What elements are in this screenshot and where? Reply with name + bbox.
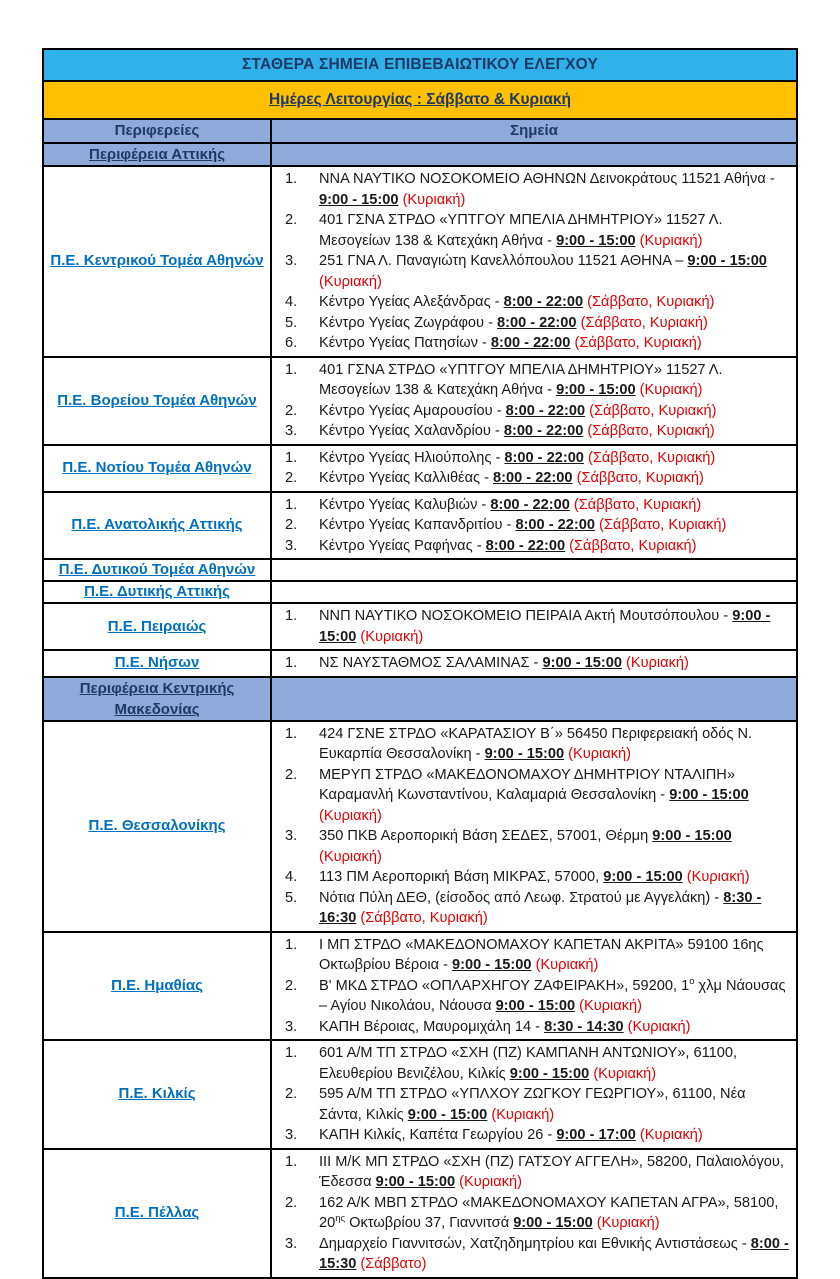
- region-row: [43, 559, 797, 581]
- region-row: [43, 1040, 797, 1149]
- points-list: [272, 653, 796, 674]
- points-cell: [271, 932, 797, 1041]
- point-days: (Σάββατο, Κυριακή): [569, 496, 702, 513]
- point-text: Κέντρο Υγείας Καλλιθέας -: [319, 470, 494, 486]
- point-text: Ι ΜΠ ΣΤΡΔΟ «ΜΑΚΕΔΟΝΟΜΑΧΟΥ ΚΑΠΕΤΑΝ ΑΚΡΙΤΑ» 59100 16ης Οκτωβρίου Βέροια -: [319, 936, 764, 973]
- point-text: 401 ΓΣΝΑ ΣΤΡΔΟ «ΥΠΤΓΟΥ ΜΠΕΛΙΑ ΔΗΜΗΤΡΙΟΥ» 11527 Λ. Μεσογείων 138 & Κατεχάκη Αθήνα -: [319, 212, 723, 249]
- operating-days-label: Ημέρες Λειτουργίας : Σάββατο & Κυριακή: [268, 91, 572, 108]
- point-superscript: ης: [335, 1213, 346, 1225]
- point-text: 424 ΓΣΝΕ ΣΤΡΔΟ «ΚΑΡΑΤΑΣΙΟΥ Β΄» 56450 Περιφερειακή οδός Ν. Ευκαρπία Θεσσαλονίκη -: [319, 725, 753, 762]
- region-link[interactable]: Π.Ε. Δυτικής Αττικής: [84, 583, 230, 600]
- point-text: Δημαρχείο Γιαννιτσών, Χατζηδημητρίου και Εθνικής Αντιστάσεως -: [319, 1235, 751, 1252]
- points-list: [272, 169, 796, 354]
- point-days: (Κυριακή): [564, 746, 631, 762]
- points-list: [272, 935, 796, 1038]
- point-item: [272, 536, 796, 557]
- section-header-cell: [43, 677, 271, 721]
- point-days: (Σάββατο, Κυριακή): [583, 449, 716, 466]
- point-item: [272, 292, 796, 313]
- section-row: [43, 677, 797, 721]
- point-text: Κέντρο Υγείας Πατησίων -: [319, 335, 491, 351]
- point-hours: 9:00 - 15:00: [375, 1174, 456, 1190]
- column-header-row: [43, 119, 797, 143]
- region-name-cell: [43, 559, 271, 581]
- checkpoints-table: [42, 48, 798, 1279]
- point-hours: 8:00 - 22:00: [497, 314, 577, 331]
- point-text: Κέντρο Υγείας Ηλιούπολης -: [319, 449, 505, 466]
- point-hours: 9:00 - 15:00: [556, 382, 636, 398]
- point-item: [272, 495, 796, 516]
- subtitle-row: [43, 81, 797, 119]
- points-list: [272, 1043, 796, 1146]
- points-cell: [271, 357, 797, 445]
- points-cell: [271, 143, 797, 166]
- point-days: (Σάββατο, Κυριακή): [594, 517, 727, 533]
- point-item: [272, 313, 796, 334]
- point-item: [272, 1234, 796, 1275]
- point-text: 162 Α/Κ ΜΒΠ ΣΤΡΔΟ «ΜΑΚΕΔΟΝΟΜΑΧΟΥ ΚΑΠΕΤΑΝ ΑΓΡΑ», 58100, 20: [319, 1194, 779, 1231]
- region-name-cell: [43, 445, 271, 492]
- region-row: [43, 650, 797, 677]
- region-name-cell: [43, 650, 271, 677]
- point-text: Κέντρο Υγείας Ζωγράφου -: [319, 314, 497, 331]
- region-name-cell: [43, 603, 271, 650]
- region-row: [43, 603, 797, 650]
- point-hours: 8:00 - 22:00: [490, 496, 570, 513]
- region-link[interactable]: Π.Ε. Ανατολικής Αττικής: [71, 516, 243, 534]
- region-link[interactable]: Π.Ε. Θεσσαλονίκης: [88, 817, 226, 834]
- point-text: Β' ΜΚΔ ΣΤΡΔΟ «ΟΠΛΑΡΧΗΓΟΥ ΖΑΦΕΙΡΑΚΗ», 59200, 1: [319, 977, 690, 994]
- point-text: Κέντρο Υγείας Καλυβιών -: [319, 496, 491, 513]
- point-text: ΝΝΑ ΝΑΥΤΙΚΟ ΝΟΣΟΚΟΜΕΙΟ ΑΘΗΝΩΝ Δεινοκράτους 11521 Αθήνα -: [319, 171, 775, 187]
- point-item: [272, 468, 796, 489]
- points-cell: [271, 559, 797, 581]
- point-days: (Κυριακή): [319, 807, 382, 824]
- points-list: [272, 360, 796, 442]
- points-cell: [271, 492, 797, 560]
- region-row: [43, 581, 797, 603]
- point-hours: 9:00 - 15:00: [652, 828, 732, 844]
- point-hours: 9:00 - 15:00: [319, 608, 771, 645]
- regions-column-label: Περιφερείες: [114, 122, 200, 139]
- point-item: [272, 935, 796, 976]
- points-column-label: Σημεία: [510, 122, 558, 139]
- point-item: [272, 606, 796, 647]
- point-text: ΝΝΠ ΝΑΥΤΙΚΟ ΝΟΣΟΚΟΜΕΙΟ ΠΕΙΡΑΙΑ Ακτή Μουτσόπουλου -: [319, 608, 733, 624]
- points-cell: [271, 166, 797, 357]
- point-hours: 8:00 - 22:00: [490, 335, 571, 351]
- region-name-cell: [43, 1040, 271, 1149]
- point-hours: 9:00 - 15:00: [542, 655, 622, 671]
- point-text: Κέντρο Υγείας Αλεξάνδρας -: [319, 294, 504, 310]
- region-link[interactable]: Π.Ε. Πειραιώς: [107, 617, 207, 635]
- region-row: [43, 1149, 797, 1278]
- region-row: [43, 166, 797, 357]
- point-item: [272, 401, 796, 422]
- point-text: Κέντρο Υγείας Ραφήνας -: [319, 537, 486, 554]
- point-item: [272, 826, 796, 867]
- point-item: [272, 210, 796, 251]
- point-hours: 8:00 - 22:00: [485, 537, 566, 554]
- point-item: [272, 1193, 796, 1234]
- point-hours: 9:00 - 15:00: [513, 1215, 593, 1231]
- point-hours: 9:00 - 17:00: [556, 1127, 636, 1143]
- point-superscript: ο: [689, 975, 695, 987]
- table-title-cell: [43, 49, 797, 81]
- title-row: [43, 49, 797, 81]
- point-days: (Σάββατο, Κυριακή): [583, 294, 715, 310]
- point-text: 401 ΓΣΝΑ ΣΤΡΔΟ «ΥΠΤΓΟΥ ΜΠΕΛΙΑ ΔΗΜΗΤΡΙΟΥ» 11527 Λ. Μεσογείων 138 & Κατεχάκη Αθήνα -: [319, 361, 723, 398]
- point-text: 350 ΠΚΒ Αεροπορική Βάση ΣΕΔΕΣ, 57001, Θέρμη: [319, 828, 653, 844]
- point-item: [272, 888, 796, 929]
- point-hours: 9:00 - 15:00: [669, 787, 749, 803]
- point-hours: 9:00 - 15:00: [407, 1106, 488, 1123]
- region-name-cell: [43, 357, 271, 445]
- points-list: [272, 606, 796, 647]
- point-days: (Κυριακή): [592, 1215, 660, 1231]
- point-item: [272, 333, 796, 354]
- point-text: ΚΑΠΗ Βέροιας, Μαυρομιχάλη 14 -: [319, 1018, 545, 1035]
- point-days: (Κυριακή): [635, 382, 703, 398]
- point-days: (Κυριακή): [682, 869, 750, 885]
- point-days: (Σάββατο, Κυριακή): [356, 910, 488, 926]
- point-days: (Κυριακή): [589, 1065, 657, 1082]
- point-days: (Κυριακή): [621, 655, 689, 671]
- points-list: [272, 724, 796, 929]
- region-row: [43, 357, 797, 445]
- points-list: [272, 448, 796, 489]
- point-hours: 8:00 - 22:00: [493, 470, 573, 486]
- points-cell: [271, 721, 797, 932]
- region-link[interactable]: Π.Ε. Κιλκίς: [118, 1085, 196, 1103]
- point-days: (Σάββατο, Κυριακή): [572, 470, 704, 486]
- point-hours: 8:00 - 15:30: [319, 1235, 789, 1272]
- point-days: (Κυριακή): [635, 1127, 703, 1143]
- section-label: Περιφέρεια Αττικής: [88, 146, 225, 163]
- point-item: [272, 724, 796, 765]
- point-item: [272, 1084, 796, 1125]
- region-link[interactable]: Π.Ε. Πέλλας: [114, 1204, 200, 1221]
- point-hours: 9:00 - 15:00: [687, 253, 767, 269]
- point-text: ΙΙΙ Μ/Κ ΜΠ ΣΤΡΔΟ «ΣΧΗ (ΠΖ) ΓΑΤΣΟΥ ΑΓΓΕΛΗ», 58200, Παλαιολόγου, Έδεσσα: [319, 1153, 784, 1190]
- point-hours: 8:00 - 22:00: [504, 449, 584, 466]
- point-hours: 9:00 - 15:00: [556, 232, 636, 249]
- points-cell: [271, 1149, 797, 1278]
- point-hours: 9:00 - 15:00: [319, 191, 399, 208]
- points-list: [272, 495, 796, 557]
- point-hours: 9:00 - 15:00: [603, 869, 683, 885]
- point-days: (Κυριακή): [635, 232, 703, 249]
- point-days: (Σάββατο, Κυριακή): [585, 402, 717, 419]
- points-cell: [271, 1040, 797, 1149]
- points-list: [272, 1152, 796, 1275]
- points-cell: [271, 677, 797, 721]
- point-text: Οκτωβρίου 37, Γιαννιτσά: [345, 1215, 514, 1231]
- section-header-cell: [43, 143, 271, 166]
- region-row: [43, 492, 797, 560]
- point-item: [272, 1125, 796, 1146]
- region-row: [43, 932, 797, 1041]
- point-hours: 9:00 - 15:00: [495, 998, 576, 1014]
- region-link[interactable]: Π.Ε. Ημαθίας: [111, 976, 203, 994]
- point-days: (Κυριακή): [319, 273, 382, 290]
- point-days: (Σάββατο, Κυριακή): [565, 537, 697, 554]
- section-label: Περιφέρεια Κεντρικής Μακεδονίας: [79, 679, 235, 718]
- point-item: [272, 976, 796, 1017]
- point-days: (Κυριακή): [487, 1106, 555, 1123]
- point-hours: 9:00 - 15:00: [484, 746, 565, 762]
- region-name-cell: [43, 166, 271, 357]
- point-days: (Κυριακή): [398, 191, 466, 208]
- region-row: [43, 445, 797, 492]
- point-text: 251 ΓΝΑ Λ. Παναγιώτη Κανελλόπουλου 11521 ΑΘΗΝΑ –: [319, 253, 688, 269]
- point-item: [272, 1017, 796, 1038]
- point-text: ΜΕΡΥΠ ΣΤΡΔΟ «ΜΑΚΕΔΟΝΟΜΑΧΟΥ ΔΗΜΗΤΡΙΟΥ ΝΤΑΛΙΠΗ» Καραμανλή Κωνσταντίνου, Καλαμαριά Θεσσαλονίκη -: [319, 766, 735, 803]
- point-text: ΚΑΠΗ Κιλκίς, Καπέτα Γεωργίου 26 -: [319, 1127, 557, 1143]
- region-link[interactable]: Π.Ε. Νήσων: [114, 654, 200, 672]
- region-name-cell: [43, 1149, 271, 1278]
- region-link[interactable]: Π.Ε. Δυτικού Τομέα Αθηνών: [58, 561, 256, 578]
- points-cell: [271, 581, 797, 603]
- point-days: (Σάββατο, Κυριακή): [576, 314, 708, 331]
- point-hours: 8:00 - 22:00: [503, 423, 584, 439]
- point-days: (Κυριακή): [319, 848, 382, 865]
- region-name-cell: [43, 581, 271, 603]
- point-hours: 8:00 - 22:00: [503, 294, 584, 310]
- point-days: (Κυριακή): [623, 1018, 691, 1035]
- column-header-points: [271, 119, 797, 143]
- point-days: (Σάββατο): [356, 1256, 427, 1272]
- table-body: [43, 143, 797, 1278]
- operating-days-cell: [43, 81, 797, 119]
- point-text: 595 Α/Μ ΤΠ ΣΤΡΔΟ «ΥΠΛΧΟΥ ΖΩΓΚΟΥ ΓΕΩΡΓΙΟΥ», 61100, Νέα Σάντα, Κιλκίς: [319, 1086, 746, 1123]
- point-item: [272, 867, 796, 888]
- points-cell: [271, 445, 797, 492]
- point-item: [272, 360, 796, 401]
- region-link[interactable]: Π.Ε. Βορείου Τομέα Αθηνών: [57, 391, 257, 409]
- point-item: [272, 515, 796, 536]
- point-days: (Κυριακή): [575, 998, 642, 1014]
- region-name-cell: [43, 492, 271, 560]
- column-header-regions: [43, 119, 271, 143]
- point-days: (Σάββατο, Κυριακή): [570, 335, 702, 351]
- point-item: [272, 1152, 796, 1193]
- point-item: [272, 421, 796, 442]
- point-text: ΝΣ ΝΑΥΣΤΑΘΜΟΣ ΣΑΛΑΜΙΝΑΣ -: [319, 655, 543, 671]
- region-name-cell: [43, 932, 271, 1041]
- region-name-cell: [43, 721, 271, 932]
- point-hours: 9:00 - 15:00: [509, 1065, 590, 1082]
- point-hours: 9:00 - 15:00: [452, 957, 532, 973]
- point-hours: 8:30 - 14:30: [544, 1018, 624, 1035]
- point-item: [272, 251, 796, 292]
- point-item: [272, 765, 796, 827]
- region-row: [43, 721, 797, 932]
- point-hours: 8:00 - 22:00: [505, 402, 586, 419]
- point-days: (Κυριακή): [531, 957, 599, 973]
- point-text: 601 Α/Μ ΤΠ ΣΤΡΔΟ «ΣΧΗ (ΠΖ) ΚΑΜΠΑΝΗ ΑΝΤΩΝΙΟΥ», 61100, Ελευθερίου Βενιζέλου, Κιλκίς: [319, 1045, 738, 1082]
- points-cell: [271, 650, 797, 677]
- point-hours: 8:30 - 16:30: [319, 889, 762, 926]
- point-text: χλμ Νάουσας – Αγίου Νικολάου, Νάουσα: [319, 977, 786, 1014]
- point-text: Κέντρο Υγείας Χαλανδρίου -: [319, 423, 504, 439]
- point-text: Κέντρο Υγείας Αμαρουσίου -: [319, 402, 506, 419]
- section-row: [43, 143, 797, 166]
- region-link[interactable]: Π.Ε. Νοτίου Τομέα Αθηνών: [62, 459, 252, 476]
- point-item: [272, 653, 796, 674]
- points-cell: [271, 603, 797, 650]
- point-item: [272, 448, 796, 469]
- point-hours: 8:00 - 22:00: [515, 517, 595, 533]
- point-item: [272, 169, 796, 210]
- point-text: 113 ΠΜ Αεροπορική Βάση ΜΙΚΡΑΣ, 57000,: [319, 869, 604, 885]
- point-text: Κέντρο Υγείας Καπανδριτίου -: [319, 517, 516, 533]
- region-link[interactable]: Π.Ε. Κεντρικού Τομέα Αθηνών: [50, 252, 264, 270]
- page-title: ΣΤΑΘΕΡΑ ΣΗΜΕΙΑ ΕΠΙΒΕΒΑΙΩΤΙΚΟΥ ΕΛΕΓΧΟΥ: [241, 56, 599, 73]
- point-days: (Κυριακή): [455, 1174, 522, 1190]
- point-days: (Κυριακή): [356, 628, 424, 645]
- point-item: [272, 1043, 796, 1084]
- point-days: (Σάββατο, Κυριακή): [583, 423, 715, 439]
- point-text: Νότια Πύλη ΔΕΘ, (είσοδος από Λεωφ. Στρατού με Αγγελάκη) -: [319, 889, 724, 906]
